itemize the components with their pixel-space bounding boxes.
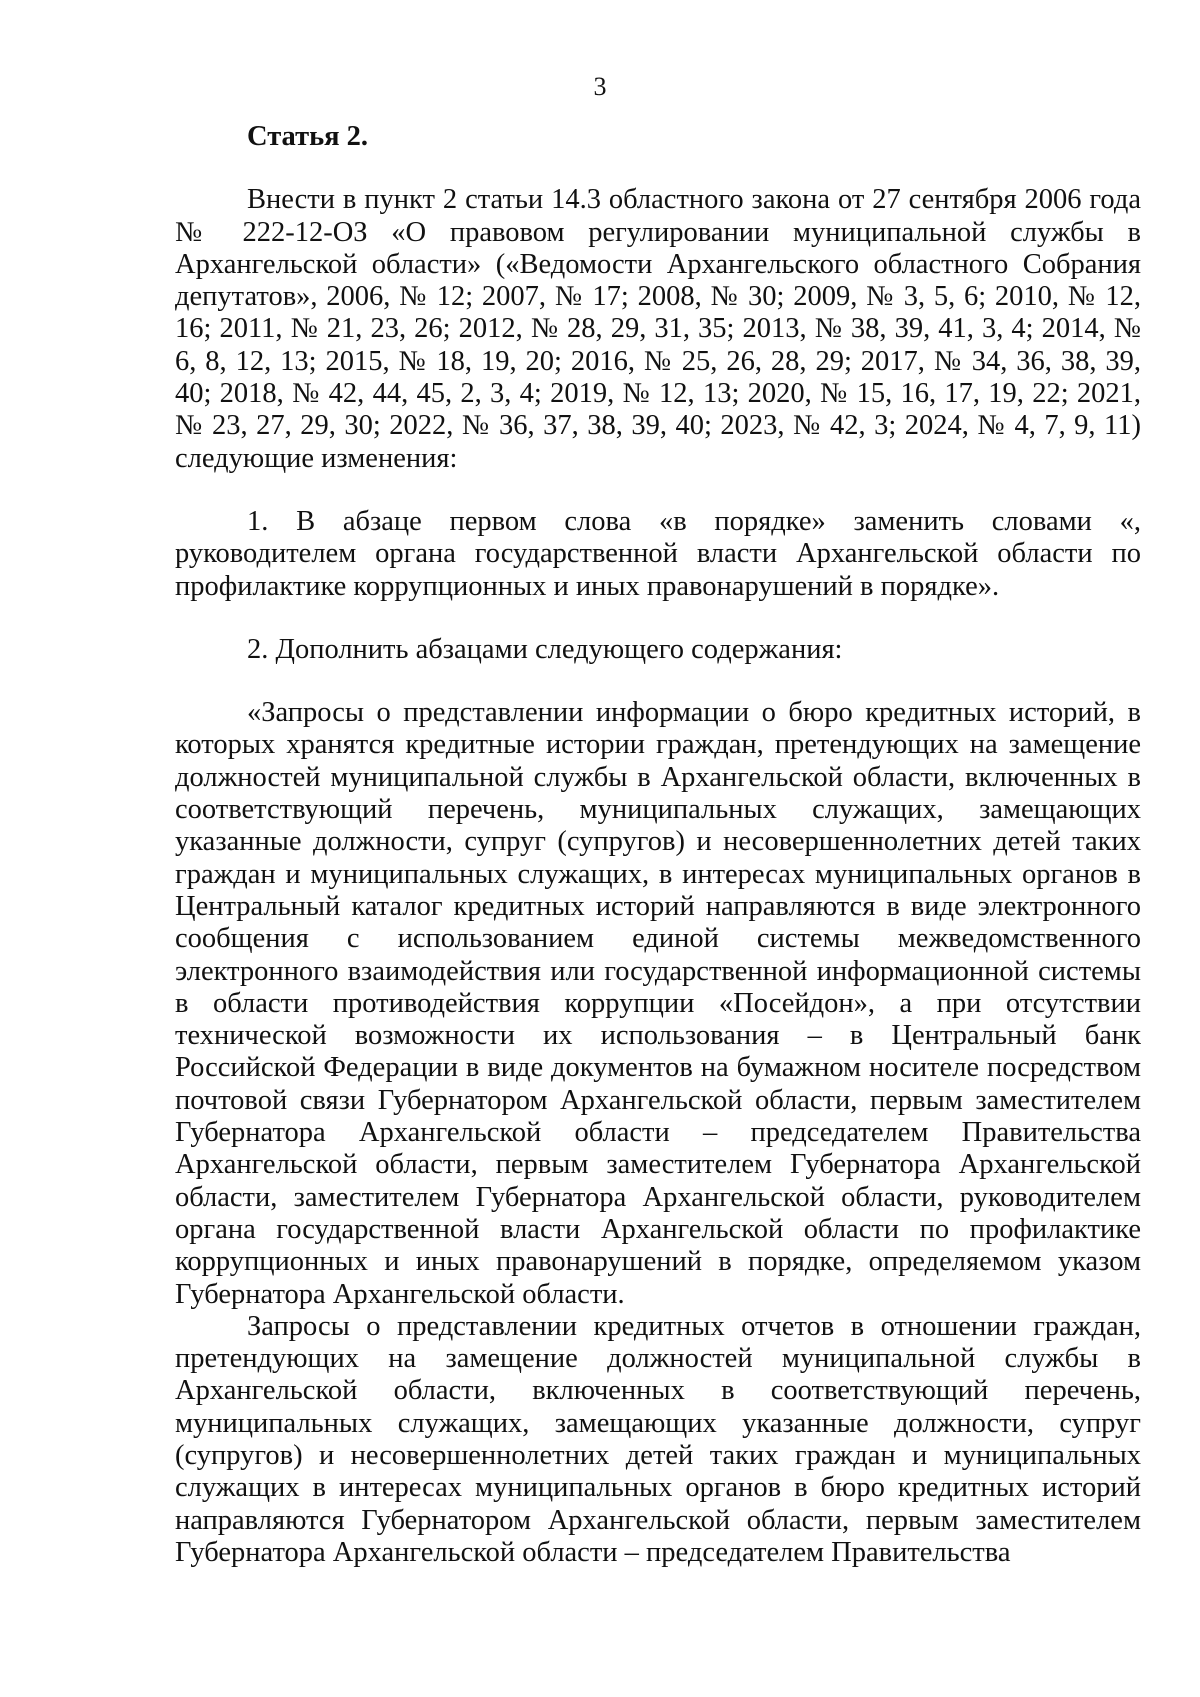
paragraph-item-2: 2. Дополнить абзацами следующего содержания: [247,633,843,665]
paragraph-amendment-intro: Внести в пункт 2 статьи 14.3 областного закона от 27 сентября 2006 года № 222-12-ОЗ «О правовом регулировании муниципальной службы в Архангельской области» («Ведомости Архангельского областного Собрания депутатов», 2006, № 12; 2007, № 17; 2008, № 30; 2009, № 3, 5, 6; 2010, № 12, 16; 2011, № 21, 23, 26; 2012, № 28, 29, 31, 35; 2013, № 38, 39, 41, 3, 4; 2014, № 6, 8, 12, 13; 2015, № 18, 19, 20; 2016, № 25, 26, 28, 29; 2017, № 34, 36, 38, 39, 40; 2018, № 42, 44, 45, 2, 3, 4; 2019, № 12, 13; 2020, № 15, 16, 17, 19, 22; 2021, № 23, 27, 29, 30; 2022, № 36, 37, 38, 39, 40; 2023, № 42, 3; 2024, № 4, 7, 9, 11) следующие изменения: [175,184,1141,474]
article-title: Статья 2. [247,121,369,152]
paragraph-quoted-requests-reports: Запросы о представлении кредитных отчетов в отношении граждан, претендующих на замещение должностей муниципальной службы в Архангельской области, включенных в соответствующий перечень, муниципальных служащих, замещающих указанные должности, супруг (супругов) и несовершеннолетних детей таких граждан и муниципальных служащих в интересах муниципальных органов в бюро кредитных историй направляются Губернатором Архангельской области, первым заместителем Губернатора Архангельской области – председателем Правительства [175,1310,1141,1568]
document-body [175,121,1141,1569]
page-number: 3 [593,72,607,101]
paragraph-item-1: 1. В абзаце первом слова «в порядке» заменить словами «, руководителем органа государственной власти Архангельской области по профилактике коррупционных и иных правонарушений в порядке». [175,505,1141,602]
paragraph-quoted-requests-bureau: «Запросы о представлении информации о бюро кредитных историй, в которых хранятся кредитные истории граждан, претендующих на замещение должностей муниципальной службы в Архангельской области, включенных в соответствующий перечень, муниципальных служащих, замещающих указанные должности, супруг (супругов) и несовершеннолетних детей таких граждан и муниципальных служащих, в интересах муниципальных органов в Центральный каталог кредитных историй направляются в виде электронного сообщения с использованием единой системы межведомственного электронного взаимодействия или государственной информационной системы в области противодействия коррупции «Посейдон», а при отсутствии технической возможности их использования – в Центральный банк Российской Федерации в виде документов на бумажном носителе посредством почтовой связи Губернатором Архангельской области, первым заместителем Губернатора Архангельской области – председателем Правительства Архангельской области, первым заместителем Губернатора Архангельской области, заместителем Губернатора Архангельской области, руководителем органа государственной власти Архангельской области по профилактике коррупционных и иных правонарушений в порядке, определяемом указом Губернатора Архангельской области. [175,697,1141,1310]
